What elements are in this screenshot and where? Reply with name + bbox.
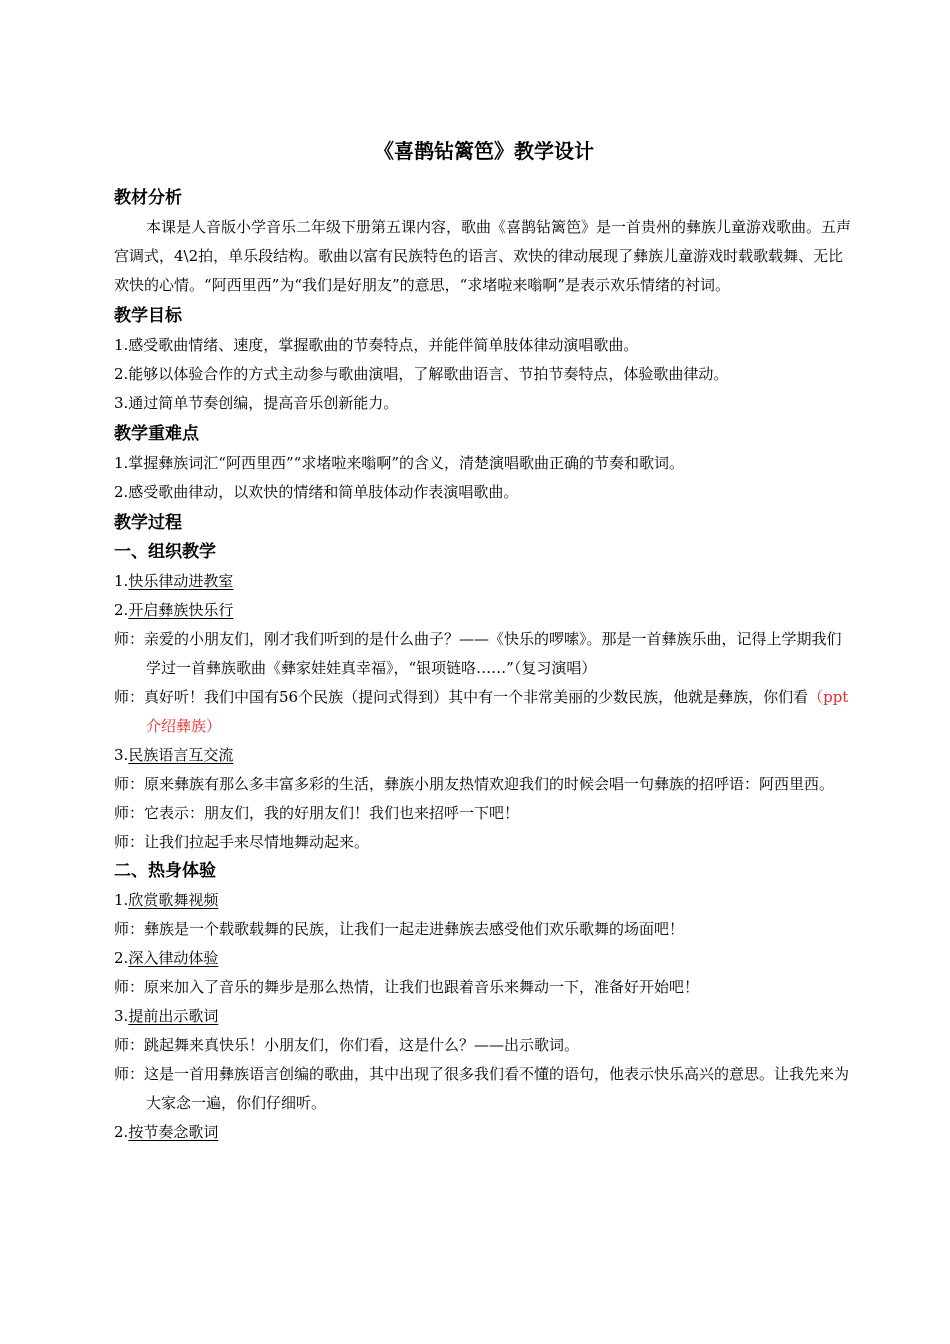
keypoint-item: 2.感受歌曲律动，以欢快的情绪和简单肢体动作表演唱歌曲。 — [114, 483, 519, 501]
step-title: 提前出示歌词 — [128, 1007, 219, 1025]
teacher-line: 师：跳起舞来真快乐！小朋友们，你们看，这是什么？——出示歌词。 — [114, 1036, 580, 1054]
step-number: 2. — [114, 601, 129, 619]
step-number: 3. — [114, 1007, 129, 1025]
section-heading-material: 教材分析 — [114, 188, 182, 208]
goal-item: 1.感受歌曲情绪、速度，掌握歌曲的节奏特点，并能伴简单肢体律动演唱歌曲。 — [114, 336, 639, 354]
section-heading-goals: 教学目标 — [114, 306, 182, 326]
teacher-text: 师：真好听！我们中国有56个民族（提问式得到）其中有一个非常美丽的少数民族，他就是彝族，你们看 — [114, 688, 809, 706]
step-item — [114, 567, 854, 596]
step-item — [114, 944, 854, 973]
step-item — [114, 886, 854, 915]
ppt-note: （ppt介绍彝族） — [146, 688, 849, 735]
goal-item: 2.能够以体验合作的方式主动参与歌曲演唱，了解歌曲语言、节拍节奏特点，体验歌曲律动。 — [114, 365, 729, 383]
section-heading-process: 教学过程 — [114, 513, 182, 533]
teacher-line: 师：原来彝族有那么多丰富多彩的生活，彝族小朋友热情欢迎我们的时候会唱一句彝族的招呼语：阿西里西。 — [114, 775, 835, 793]
step-number: 2. — [114, 1123, 129, 1141]
step-title: 欣赏歌舞视频 — [128, 891, 219, 909]
teacher-line: 师：彝族是一个载歌载舞的民族，让我们一起走进彝族去感受他们欢乐歌舞的场面吧！ — [114, 920, 685, 938]
teacher-line: 师：原来加入了音乐的舞步是那么热情，让我们也跟着音乐来舞动一下，准备好开始吧！ — [114, 978, 700, 996]
teacher-line: 师：这是一首用彝族语言创编的歌曲，其中出现了很多我们看不懂的语句，他表示快乐高兴的意思。让我先来为大家念一遍，你们仔细听。 — [114, 1065, 850, 1112]
document-page — [114, 136, 854, 1147]
step-title: 开启彝族快乐行 — [128, 601, 234, 619]
step-item — [114, 596, 854, 625]
goal-item: 3.通过简单节奏创编，提高音乐创新能力。 — [114, 394, 399, 412]
teacher-line: 师：让我们拉起手来尽情地舞动起来。 — [114, 833, 370, 851]
step-title: 深入律动体验 — [128, 949, 219, 967]
teacher-line — [114, 683, 854, 741]
subsection-heading-warmup: 二、热身体验 — [114, 861, 216, 881]
step-number: 1. — [114, 891, 129, 909]
section-heading-keypoints: 教学重难点 — [114, 424, 199, 444]
keypoint-item: 1.掌握彝族词汇“阿西里西”“求堵啦来嗡啊”的含义，清楚演唱歌曲正确的节奏和歌词。 — [114, 454, 684, 472]
step-item — [114, 1118, 854, 1147]
teacher-line: 师：亲爱的小朋友们，刚才我们听到的是什么曲子？——《快乐的啰嗦》。那是一首彝族乐曲，记得上学期我们学过一首彝族歌曲《彝家娃娃真幸福》，“银项链咯……”（复习演唱） — [114, 630, 842, 677]
material-paragraph: 本课是人音版小学音乐二年级下册第五课内容，歌曲《喜鹊钻篱笆》是一首贵州的彝族儿童游戏歌曲。五声宫调式，4\2拍，单乐段结构。歌曲以富有民族特色的语言、欢快的律动展现了彝族儿童游戏时载歌载舞、无比欢快的心情。“阿西里西”为“我们是好朋友”的意思，“求堵啦来嗡啊”是表示欢乐情绪的衬词。 — [114, 218, 852, 294]
step-number: 1. — [114, 572, 129, 590]
page-title: 《喜鹊钻篱笆》教学设计 — [374, 139, 594, 163]
step-title: 按节奏念歌词 — [128, 1123, 219, 1141]
step-title: 快乐律动进教室 — [128, 572, 234, 590]
step-number: 2. — [114, 949, 129, 967]
step-number: 3. — [114, 746, 129, 764]
teacher-line: 师：它表示：朋友们，我的好朋友们！我们也来招呼一下吧！ — [114, 804, 520, 822]
step-item — [114, 741, 854, 770]
step-title: 民族语言互交流 — [128, 746, 234, 764]
subsection-heading-organize: 一、组织教学 — [114, 542, 216, 562]
step-item — [114, 1002, 854, 1031]
